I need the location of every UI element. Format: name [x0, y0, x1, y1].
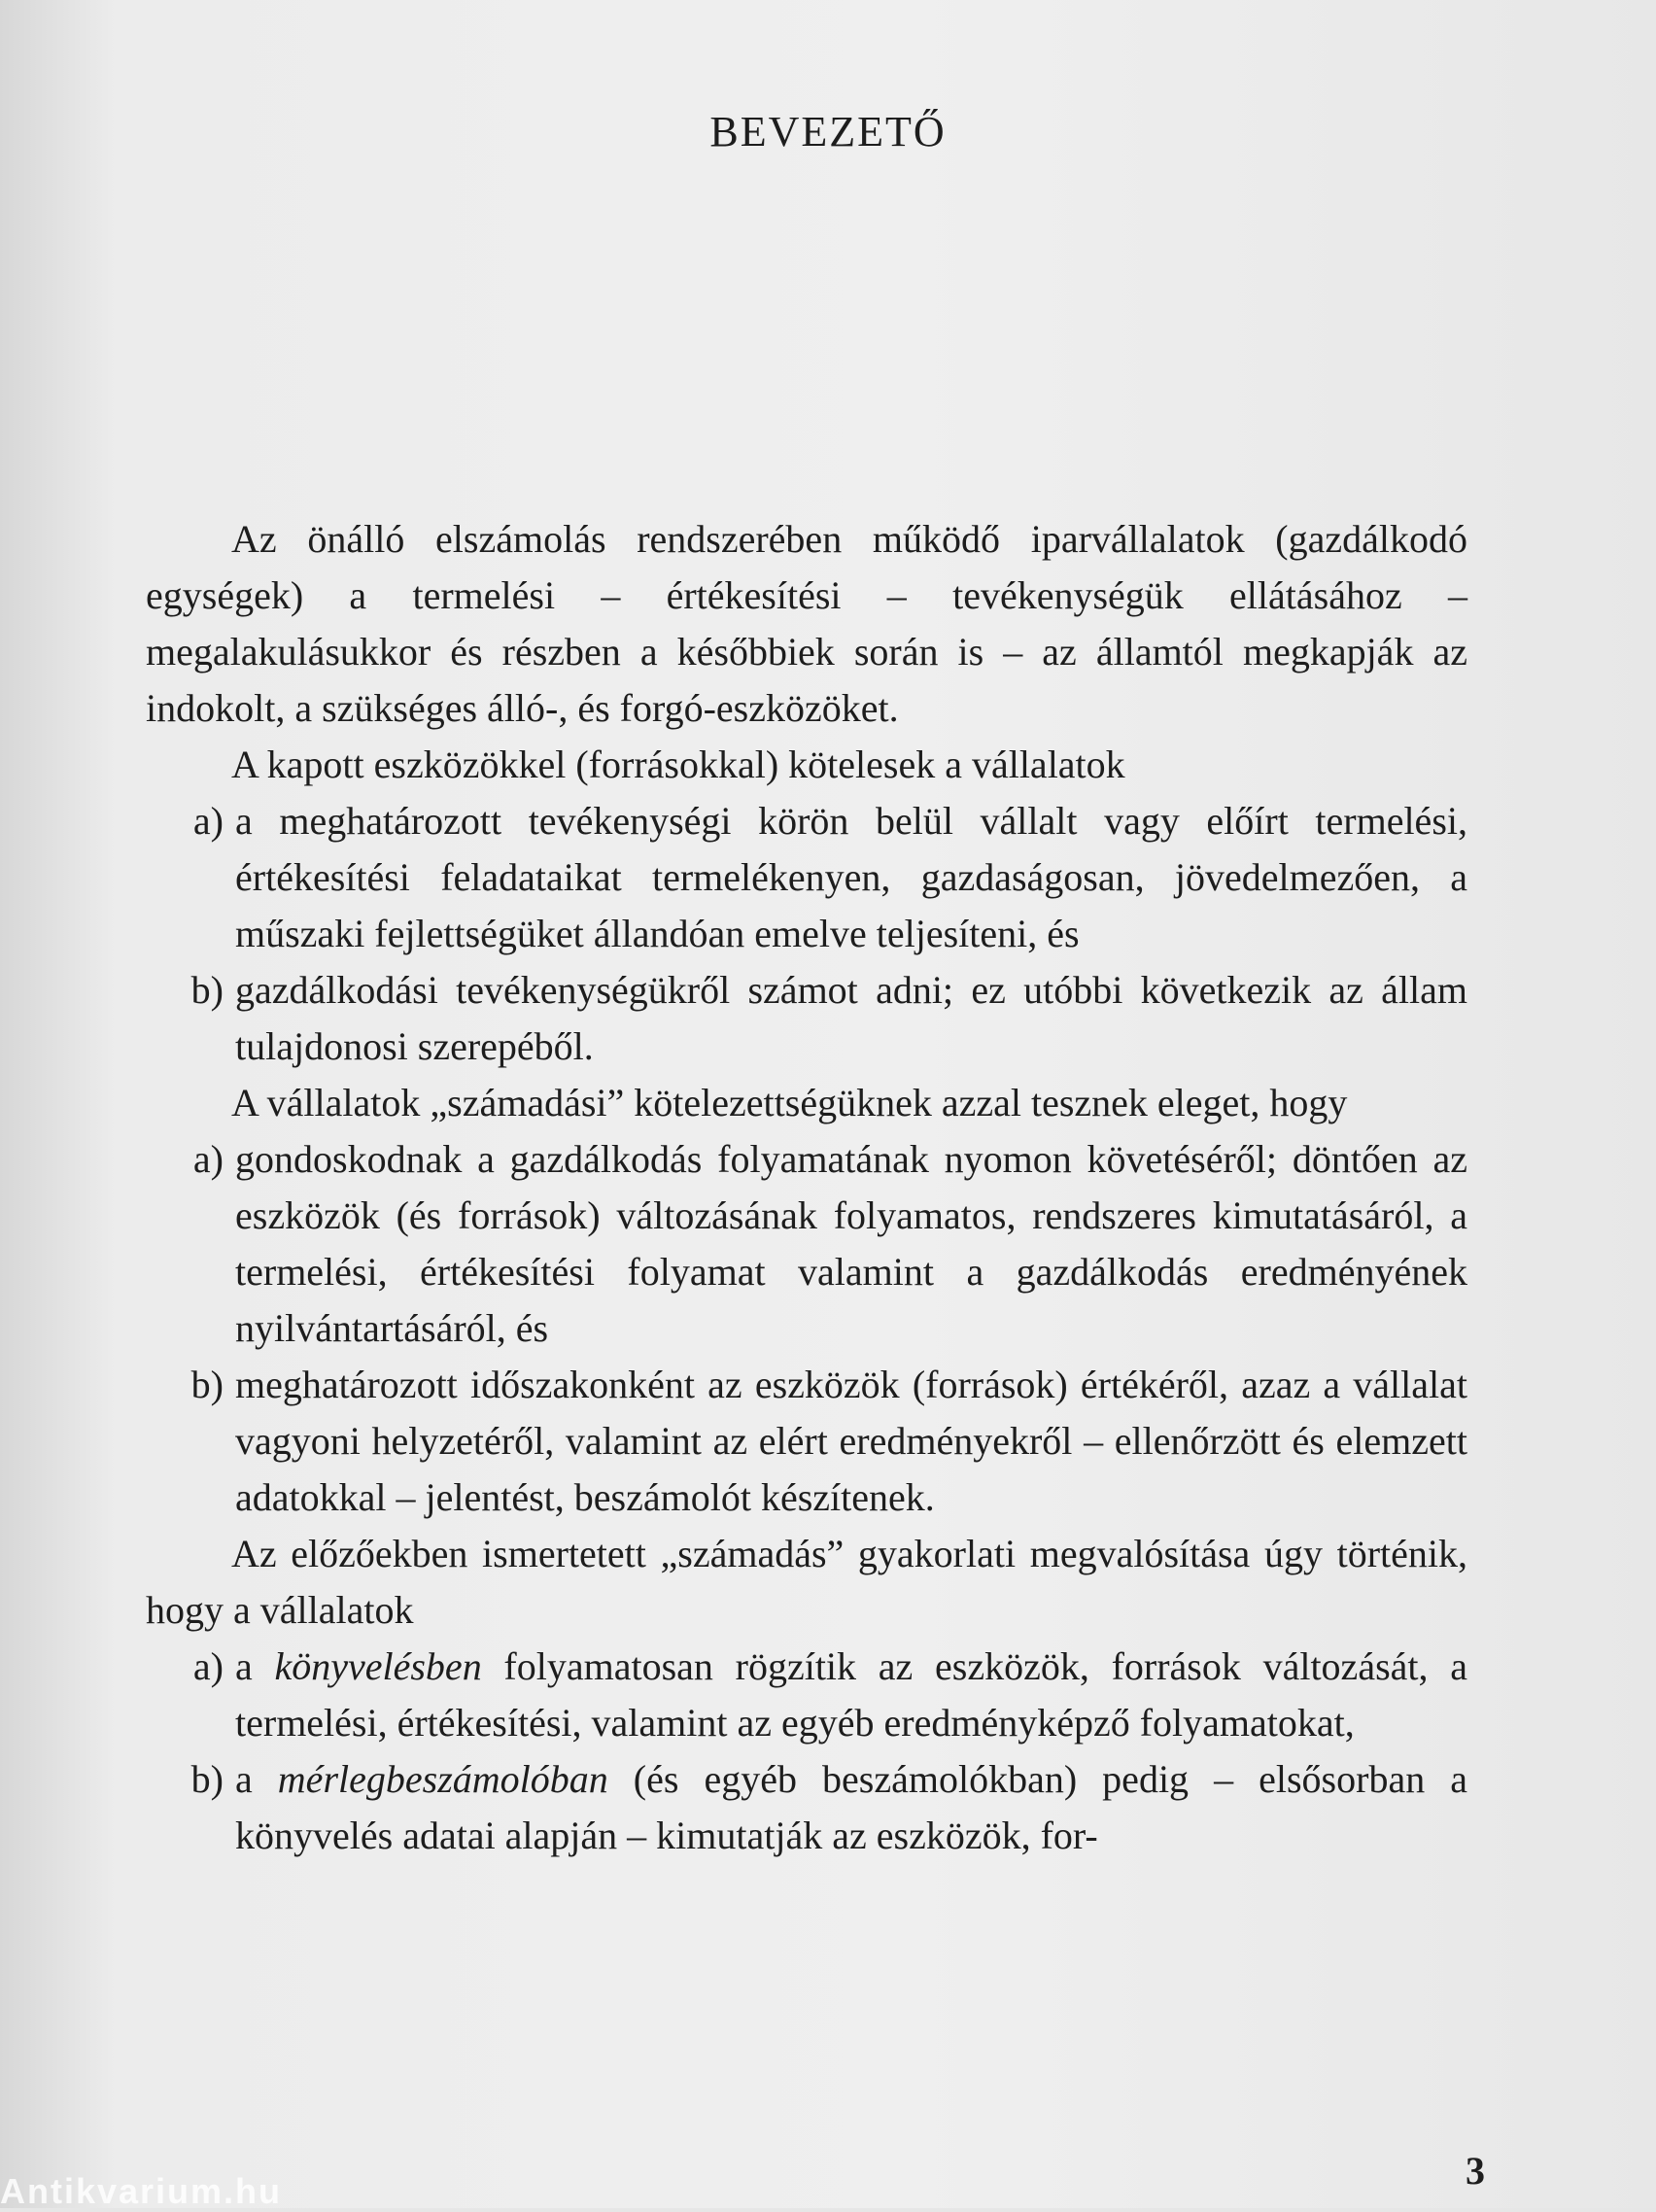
list-item-label: b) [190, 1757, 224, 1801]
page-number: 3 [1466, 2149, 1485, 2193]
list-item [146, 1357, 1467, 1526]
list-item-text-pre: a [235, 1644, 275, 1688]
list-item-text [235, 1751, 1467, 1864]
list-item-label: b) [190, 1363, 224, 1406]
emphasized-term: mérlegbeszámolóban [277, 1757, 608, 1801]
list-item [146, 1751, 1467, 1864]
paragraph-1: Az önálló elszámolás rendszerében működő iparvállalatok (gazdálkodó egységek) a termelési – értékesítési – tevékenységük ellátásához – megalakulásukkor és részben a későbbiek során is – az államtól megkapják az indokolt, a szükséges álló-, és forgó-eszközöket. [146, 517, 1467, 730]
list-item-text: a meghatározott tevékenységi körön belül vállalt vagy előírt termelési, értékesítési feladataikat termelékenyen, gazdaságosan, jövedelmezően, a műszaki fejlettségüket állandóan emelve teljesíteni, és [235, 799, 1467, 955]
list-item-label: a) [192, 1137, 224, 1181]
list-item-label: a) [192, 799, 224, 843]
list-item-text-post: (és egyéb beszámolókban) pedig – elsősorban a könyvelés adatai alapján – kimutatják az eszközök, for- [235, 1757, 1467, 1857]
paragraph-3-intro: A vállalatok „számadási” kötelezettségüknek azzal tesznek eleget, hogy [231, 1081, 1348, 1124]
list-item [146, 1639, 1467, 1751]
paragraph-2-intro: A kapott eszközökkel (forrásokkal) kötelesek a vállalatok [231, 743, 1125, 786]
list-item-text: meghatározott időszakonként az eszközök (források) értékéről, azaz a vállalat vagyoni helyzetéről, valamint az elért eredményekről – ellenőrzött és elemzett adatokkal – jelentést, beszámolót készítenek. [235, 1363, 1467, 1519]
list-item-label: a) [192, 1644, 224, 1688]
list-item [146, 793, 1467, 962]
list-item-text: gazdálkodási tevékenységükről számot adni; ez utóbbi következik az állam tulajdonosi szerepéből. [235, 968, 1467, 1068]
list-item-text [235, 1639, 1467, 1751]
list-item [146, 1131, 1467, 1357]
list-item-text: gondoskodnak a gazdálkodás folyamatának nyomon követéséről; döntően az eszközök (és források) változásának folyamatos, rendszeres kimutatásáról, a termelési, értékesítési folyamat valamint a gazdálkodás eredményének nyilvántartásáról, és [235, 1137, 1467, 1350]
emphasized-term: könyvelésben [274, 1644, 482, 1688]
list-item-label: b) [190, 968, 224, 1012]
list-item-text-post: folyamatosan rögzítik az eszközök, források változását, a termelési, értékesítési, valamint az egyéb eredményképző folyamatokat, [235, 1644, 1467, 1745]
paragraph-4-intro: Az előzőekben ismertetett „számadás” gyakorlati megvalósítása úgy történik, hogy a vállalatok [146, 1532, 1467, 1632]
list-item [146, 962, 1467, 1075]
body-text [146, 511, 1467, 1864]
page-title: BEVEZETŐ [709, 108, 947, 156]
watermark: Antikvarium.hu [0, 2171, 283, 2211]
list-item-text-pre: a [235, 1757, 278, 1801]
